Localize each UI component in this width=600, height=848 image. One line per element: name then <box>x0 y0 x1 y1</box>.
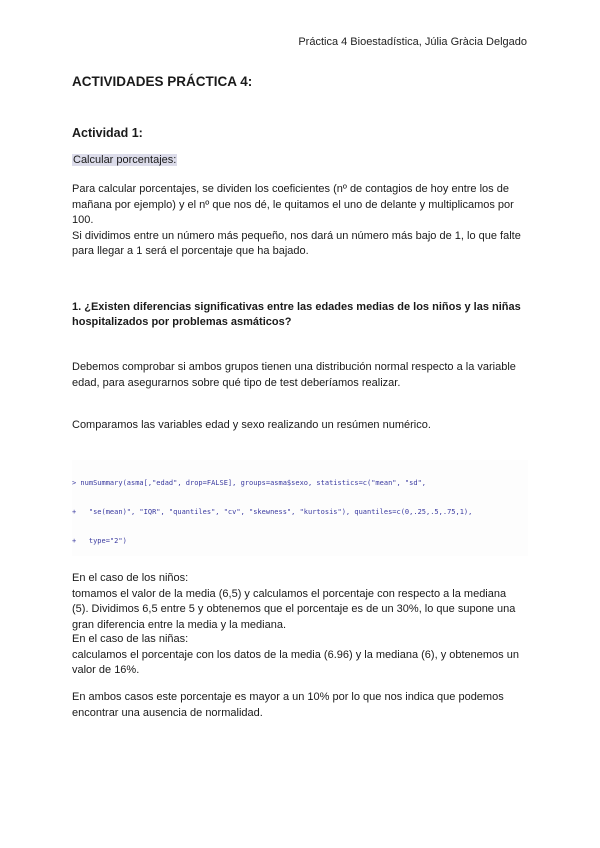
text-line: 1. ¿Existen diferencias significativas entre las edades medias de los niños y las niñas <box>72 301 521 313</box>
activity-heading: Actividad 1: <box>72 126 143 140</box>
text-line: En el caso de las niñas: <box>72 633 189 645</box>
text-line: En ambos casos este porcentaje es mayor a un 10% por lo que nos indica que podemos <box>72 691 504 703</box>
text-line: 100. <box>72 214 94 226</box>
text-line: Para calcular porcentajes, se dividen los coeficientes (nº de contagios de hoy entre los de <box>72 183 509 195</box>
document-title: ACTIVIDADES PRÁCTICA 4: <box>72 74 253 89</box>
text-line: Si dividimos entre un número más pequeño, nos dará un número más bajo de 1, lo que falte <box>72 229 521 242</box>
text-line: (5). Dividimos 6,5 entre 5 y obtenemos que el porcentaje es de un 30%, lo que supone una <box>72 603 516 615</box>
text-line: para llegar a 1 será el porcentaje que ha bajado. <box>72 245 309 257</box>
highlighted-subtitle: Calcular porcentajes: <box>73 154 177 166</box>
comparison-paragraph <box>72 418 532 434</box>
normality-paragraph <box>72 360 532 391</box>
text-line: Comparamos las variables edad y sexo realizando un resúmen numérico. <box>72 419 431 431</box>
page-header: Práctica 4 Bioestadística, Júlia Gràcia Delgado <box>298 36 527 48</box>
text-line: encontrar una ausencia de normalidad. <box>72 706 263 719</box>
question-heading <box>72 300 542 330</box>
text-line: valor de 16%. <box>72 664 140 676</box>
text-line: edad, para asegurarnos sobre qué tipo de test deberíamos realizar. <box>72 376 401 389</box>
text-line: Debemos comprobar si ambos grupos tienen una distribución normal respecto a la variable <box>72 361 516 373</box>
code-input-line: + type="2") <box>72 536 127 545</box>
girls-analysis <box>72 632 532 679</box>
code-input-line: + "se(mean)", "IQR", "quantiles", "cv", "skewness", "kurtosis"), quantiles=c(0,.25,.5,.75,1), <box>72 507 473 516</box>
text-line: calculamos el porcentaje con los datos de la media (6.96) y la mediana (6), y obtenemos un <box>72 648 519 661</box>
conclusion-paragraph <box>72 690 532 721</box>
boys-analysis <box>72 571 532 633</box>
text-line: En el caso de los niños: <box>72 572 189 584</box>
text-line: hospitalizados por problemas asmáticos? <box>72 316 292 328</box>
text-line: mañana por ejemplo) y el nº que nos dé, le quitamos el uno de delante y multiplicamos por <box>72 198 514 211</box>
code-input-line: > numSummary(asma[,"edad", drop=FALSE], groups=asma$sexo, statistics=c("mean", "sd", <box>72 479 427 488</box>
r-console-output <box>72 460 528 556</box>
percentage-explanation <box>72 182 532 260</box>
text-line: tomamos el valor de la media (6,5) y calculamos el porcentaje con respecto a la mediana <box>72 587 507 600</box>
text-line: gran diferencia entre la media y la mediana. <box>72 618 287 631</box>
